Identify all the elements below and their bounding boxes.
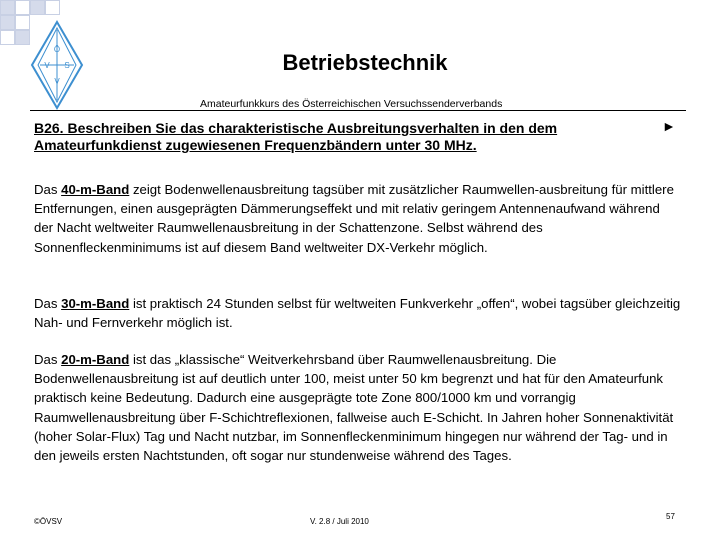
logo-letter-v2: V bbox=[54, 77, 60, 86]
paragraph-prefix: Das bbox=[34, 352, 62, 367]
square-decoration bbox=[15, 0, 30, 15]
next-slide-button[interactable]: ► bbox=[662, 118, 676, 134]
square-decoration bbox=[45, 0, 60, 15]
band-label-20m: 20-m-Band bbox=[61, 352, 130, 367]
paragraph-20m bbox=[34, 350, 682, 465]
paragraph-prefix: Das bbox=[34, 296, 62, 311]
header-divider bbox=[30, 110, 686, 111]
square-decoration bbox=[0, 15, 15, 30]
band-label-40m: 40-m-Band bbox=[61, 182, 130, 197]
square-decoration bbox=[30, 0, 45, 15]
page-title: Betriebstechnik bbox=[282, 50, 448, 75]
paragraph-30m bbox=[34, 294, 682, 332]
square-decoration bbox=[0, 0, 15, 15]
paragraph-text: zeigt Bodenwellenausbreitung tagsüber mit zusätzlicher Raumwellen-ausbreitung für mittlere Entfernungen, einen ausgeprägten Dämmerungseffekt und mit relativ geringem Antennenaufwand während der Nacht weltweiter Raumwellenausbreitung in der Schattenzone. Selbst während des Sonnenfleckenminimums ist auf diesem Band weltweiter DX-Verkehr möglich. bbox=[34, 182, 674, 255]
question-heading: B26. Beschreiben Sie das charakteristische Ausbreitungsverhalten in den dem Amateurfunkdienst zugewiesenen Frequenzbändern unter 30 MHz. bbox=[34, 120, 558, 153]
logo-letter-v: V bbox=[44, 61, 50, 70]
footer-version: V. 2.8 / Juli 2010 bbox=[310, 517, 369, 526]
page-number: 57 bbox=[666, 512, 675, 521]
page-subtitle: Amateurfunkkurs des Österreichischen Versuchssenderverbands bbox=[200, 98, 503, 110]
logo-letter-oe: Ö bbox=[53, 45, 61, 54]
band-label-30m: 30-m-Band bbox=[61, 296, 130, 311]
paragraph-text: ist praktisch 24 Stunden selbst für weltweiten Funkverkehr „offen“, wobei tagsüber gleichzeitig Nah- und Fernverkehr möglich ist. bbox=[34, 296, 681, 331]
square-decoration bbox=[0, 30, 15, 45]
logo-letter-s: S bbox=[64, 61, 70, 70]
footer-copyright: ©ÖVSV bbox=[34, 517, 63, 526]
paragraph-prefix: Das bbox=[34, 182, 62, 197]
square-decoration bbox=[15, 15, 30, 30]
paragraph-text: ist das „klassische“ Weitverkehrsband über Raumwellenausbreitung. Die Bodenwellenausbreitung ist auf deutlich unter 100, meist unter 50 km begrenzt und hat für den Amateurfunk praktisch keine Bedeutung. Dadurch eine ausgeprägte tote Zone 800/1000 km und vorrangig Raumwellenausbreitung über F-Schichtreflexionen, fallweise auch E-Schicht. In Jahren hoher Sonnenaktivität (hoher Solar-Flux) Tag und Nacht nutzbar, im Sonnenfleckenminimum hingegen nur während der Tag- und in den jeweils ersten Nachtstunden, oft sogar nur stundenweise während des Tages. bbox=[34, 352, 674, 464]
square-decoration bbox=[15, 30, 30, 45]
paragraph-40m bbox=[34, 180, 682, 257]
